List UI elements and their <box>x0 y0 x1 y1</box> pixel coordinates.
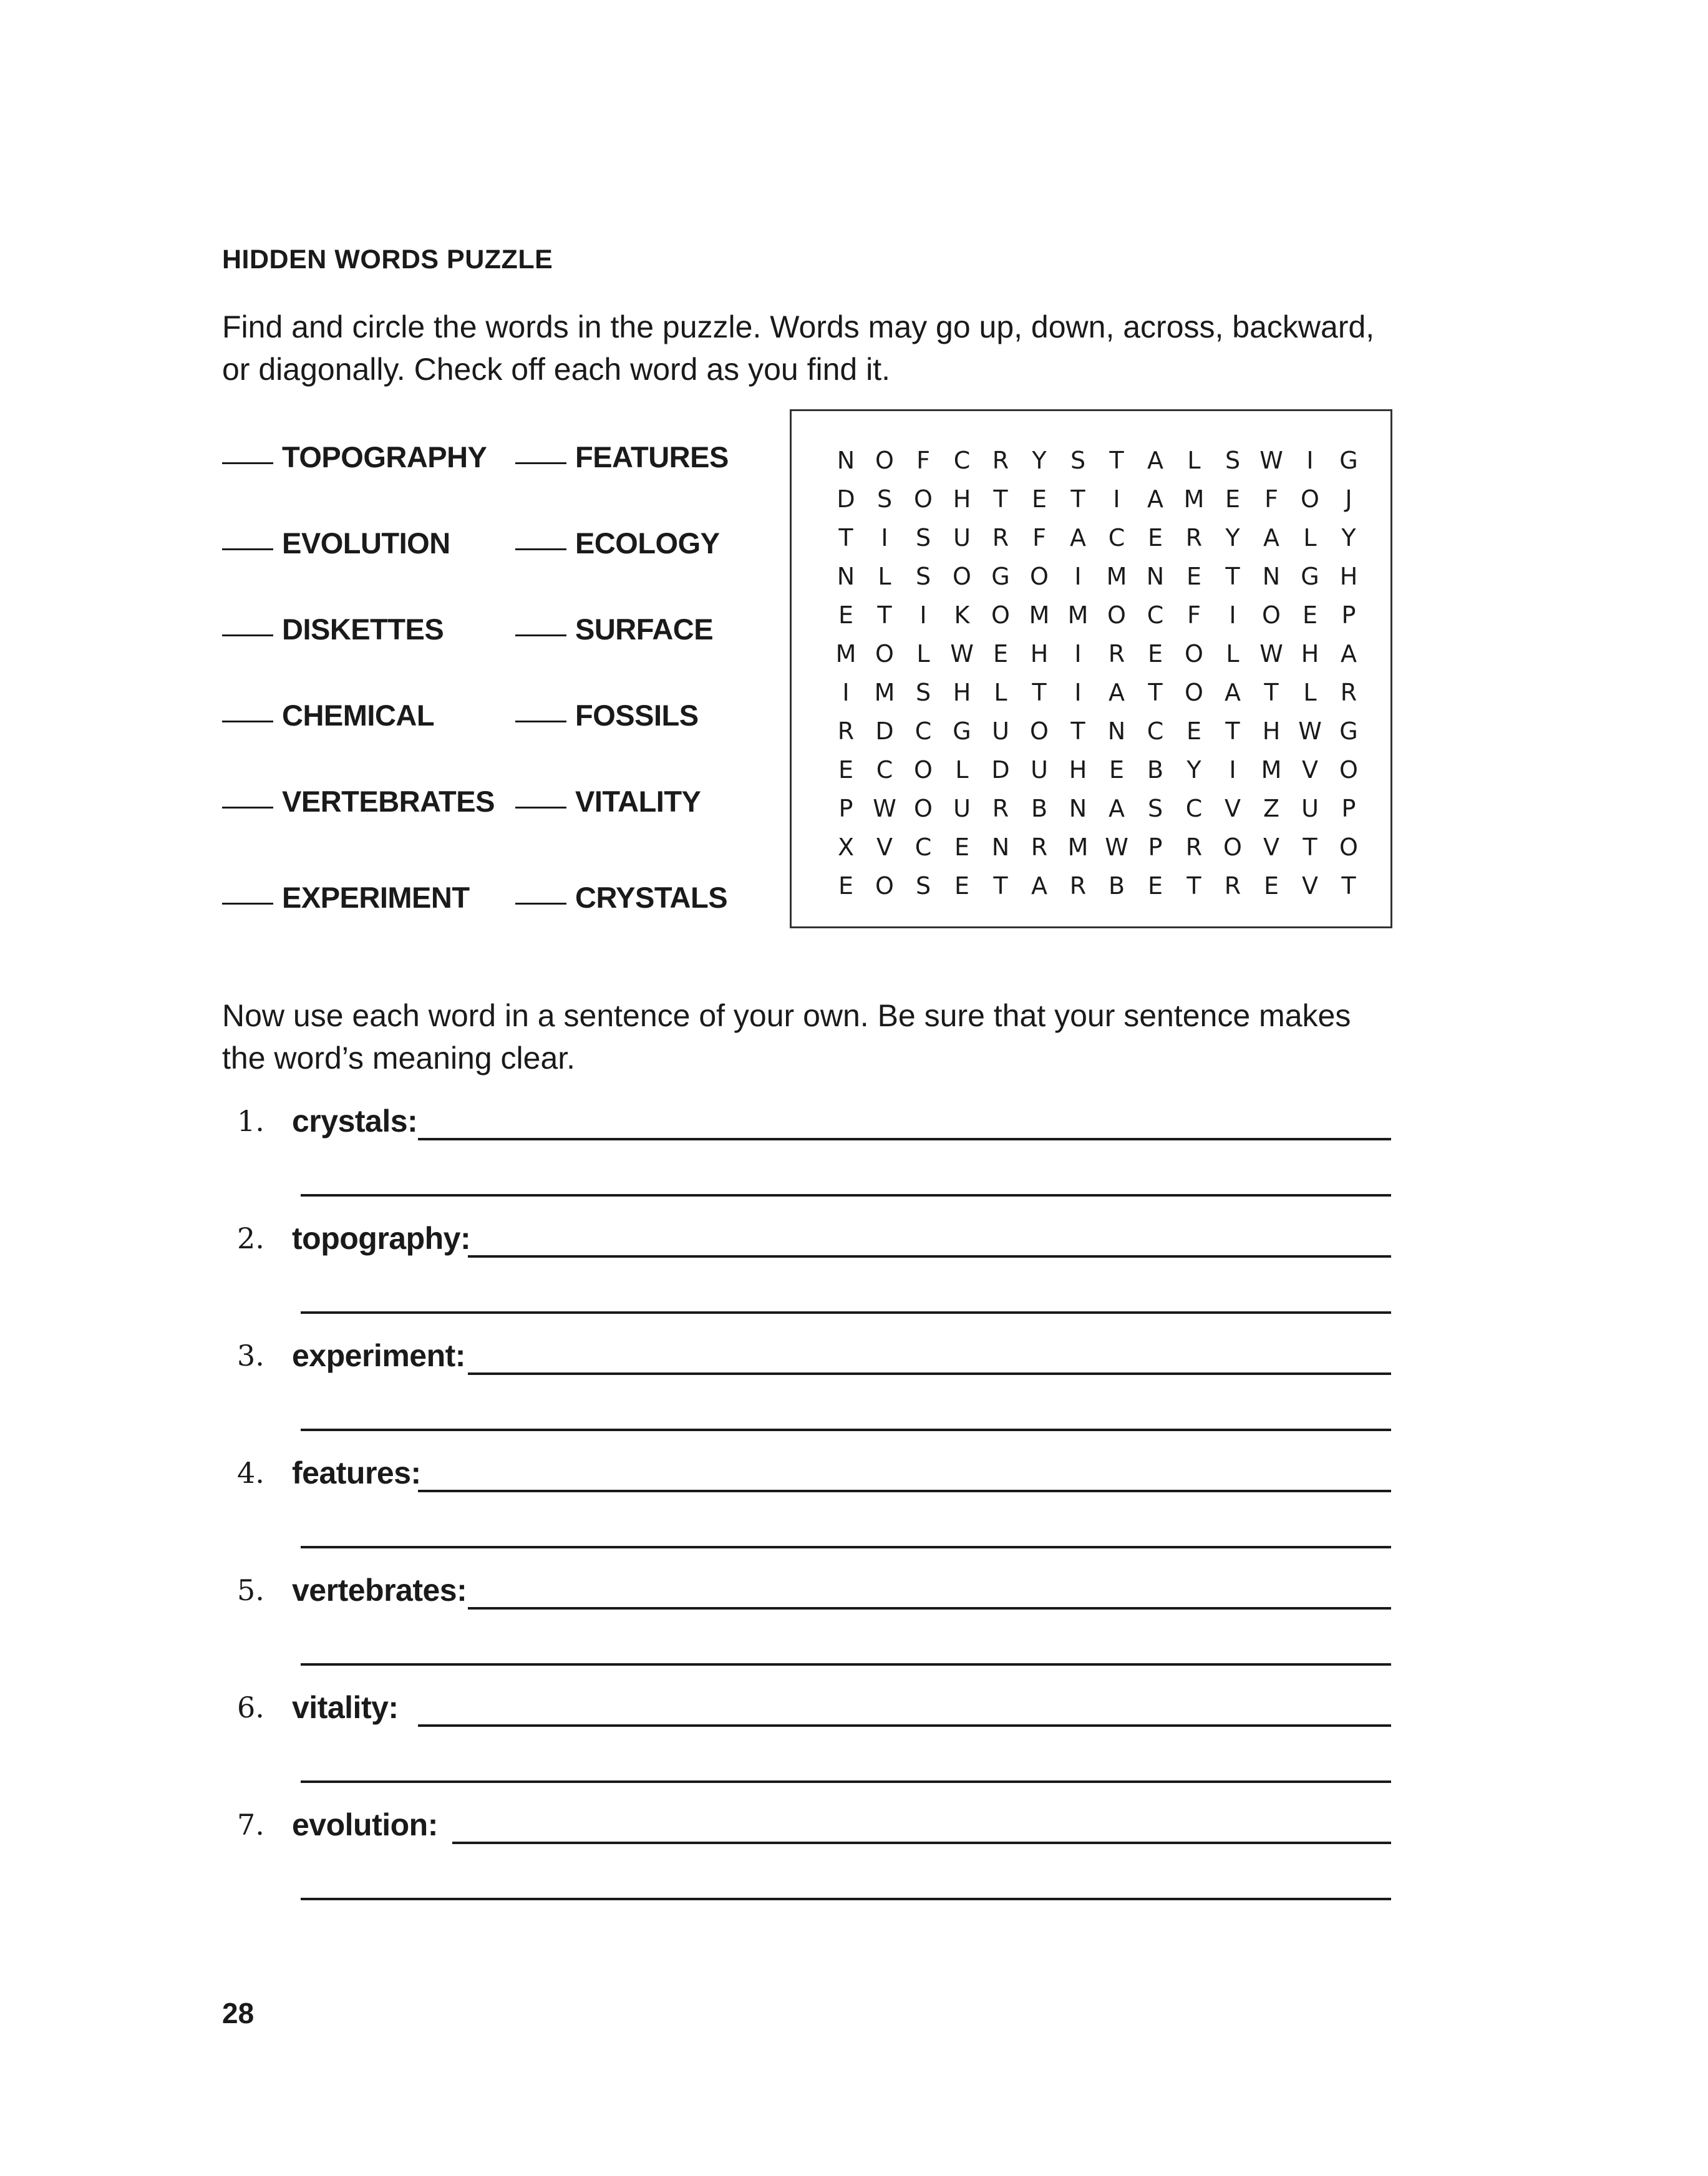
letter-grid <box>827 441 1368 905</box>
puzzle-letter[interactable]: S <box>915 679 931 706</box>
puzzle-letter[interactable]: B <box>1108 872 1125 900</box>
puzzle-letter[interactable]: F <box>1032 524 1046 551</box>
puzzle-letter[interactable]: V <box>1263 833 1279 861</box>
puzzle-letter[interactable]: L <box>1187 447 1201 474</box>
item-word: topography: <box>292 1221 471 1256</box>
checkoff-blank[interactable] <box>222 721 273 722</box>
puzzle-letter[interactable]: N <box>1262 563 1281 590</box>
puzzle-letter[interactable]: U <box>992 717 1009 745</box>
word-label: EVOLUTION <box>282 527 450 560</box>
item-number: 6. <box>237 1691 264 1724</box>
sentence-item <box>237 1104 1391 1223</box>
page-number: 28 <box>222 1997 255 2029</box>
puzzle-letter[interactable]: M <box>1029 601 1050 629</box>
puzzle-letter[interactable]: O <box>1301 485 1319 513</box>
puzzle-letter[interactable]: C <box>1108 524 1125 551</box>
puzzle-letter[interactable]: D <box>875 717 894 745</box>
checkoff-blank[interactable] <box>515 548 566 550</box>
puzzle-letter[interactable]: I <box>881 524 888 551</box>
sentence-instructions: Now use each word in a sentence of your own. Be sure that your sentence makes the word’s meaning clear. <box>222 998 1351 1076</box>
answer-line[interactable] <box>301 1663 1391 1666</box>
puzzle-letter[interactable]: N <box>1107 717 1126 745</box>
puzzle-letter[interactable]: W <box>1105 833 1128 861</box>
puzzle-letter[interactable]: R <box>1185 833 1203 861</box>
puzzle-letter[interactable]: U <box>953 795 971 822</box>
puzzle-letter[interactable]: G <box>991 563 1010 590</box>
puzzle-letter[interactable]: L <box>994 679 1007 706</box>
puzzle-letter[interactable]: O <box>875 640 894 668</box>
puzzle-letter[interactable]: Y <box>1032 447 1047 474</box>
word-label: VITALITY <box>575 785 701 818</box>
puzzle-letter[interactable]: E <box>838 601 853 629</box>
puzzle-letter[interactable]: G <box>1339 717 1358 745</box>
puzzle-letter[interactable]: T <box>1070 485 1085 513</box>
puzzle-letter[interactable]: T <box>993 485 1008 513</box>
answer-line[interactable] <box>418 1138 1391 1140</box>
puzzle-letter[interactable]: U <box>953 524 971 551</box>
puzzle-letter[interactable]: T <box>1148 679 1163 706</box>
puzzle-letter[interactable]: T <box>877 601 892 629</box>
puzzle-letter[interactable]: B <box>1147 756 1164 784</box>
puzzle-letter[interactable]: G <box>953 717 971 745</box>
puzzle-letter[interactable]: A <box>1031 872 1047 900</box>
answer-line[interactable] <box>468 1372 1391 1375</box>
puzzle-letter[interactable]: H <box>1262 717 1281 745</box>
puzzle-letter[interactable]: D <box>837 485 855 513</box>
puzzle-letter[interactable]: O <box>914 756 933 784</box>
word-label: DISKETTES <box>282 613 444 646</box>
item-word: crystals: <box>292 1104 418 1139</box>
answer-line[interactable] <box>468 1255 1391 1258</box>
puzzle-letter[interactable]: A <box>1109 679 1125 706</box>
puzzle-letter[interactable]: V <box>1225 795 1241 822</box>
puzzle-letter[interactable]: E <box>1186 563 1201 590</box>
word-item[interactable] <box>515 603 713 646</box>
checkoff-blank[interactable] <box>515 634 566 636</box>
word-label: FOSSILS <box>575 699 699 732</box>
puzzle-letter[interactable]: T <box>838 524 853 551</box>
puzzle-letter[interactable]: S <box>915 563 931 590</box>
puzzle-letter[interactable]: E <box>992 640 1008 668</box>
puzzle-letter[interactable]: E <box>838 756 853 784</box>
puzzle-letter[interactable]: K <box>954 601 970 629</box>
item-number: 7. <box>237 1808 264 1842</box>
puzzle-letter[interactable]: D <box>991 756 1010 784</box>
puzzle-letter[interactable]: S <box>1147 795 1163 822</box>
puzzle-letter[interactable]: X <box>837 833 855 861</box>
puzzle-letter[interactable]: T <box>1341 872 1356 900</box>
checkoff-blank[interactable] <box>222 903 273 905</box>
puzzle-letter[interactable]: G <box>1339 447 1358 474</box>
checkoff-blank[interactable] <box>515 807 566 809</box>
word-item[interactable] <box>515 689 699 732</box>
puzzle-letter[interactable]: R <box>1069 872 1087 900</box>
puzzle-letter[interactable]: M <box>1106 563 1127 590</box>
puzzle-letter[interactable]: F <box>916 447 930 474</box>
checkoff-blank[interactable] <box>222 548 273 550</box>
puzzle-letter[interactable]: E <box>954 833 969 861</box>
puzzle-letter[interactable]: S <box>1070 447 1086 474</box>
puzzle-letter[interactable]: I <box>1074 563 1082 590</box>
puzzle-letter[interactable]: P <box>1148 833 1163 861</box>
puzzle-letter[interactable]: A <box>1070 524 1086 551</box>
checkoff-blank[interactable] <box>222 807 273 809</box>
puzzle-letter[interactable]: O <box>1107 601 1126 629</box>
puzzle-letter[interactable]: O <box>914 485 933 513</box>
puzzle-letter[interactable]: B <box>1031 795 1048 822</box>
puzzle-letter[interactable]: S <box>915 872 931 900</box>
word-item[interactable] <box>515 430 729 474</box>
puzzle-letter[interactable]: C <box>915 833 932 861</box>
puzzle-letter[interactable]: L <box>955 756 969 784</box>
puzzle-letter[interactable]: I <box>920 601 927 629</box>
puzzle-letter[interactable]: N <box>837 447 855 474</box>
puzzle-letter[interactable]: W <box>1259 640 1283 668</box>
puzzle-letter[interactable]: S <box>1225 447 1241 474</box>
puzzle-letter[interactable]: C <box>953 447 971 474</box>
puzzle-letter[interactable]: C <box>876 756 893 784</box>
puzzle-instructions: Find and circle the words in the puzzle. Words may go up, down, across, backward, or diagonally. Check off each word as you find it. <box>222 309 1375 387</box>
puzzle-letter[interactable]: Y <box>1341 524 1356 551</box>
puzzle-letter[interactable]: O <box>1185 679 1203 706</box>
puzzle-letter[interactable]: U <box>1301 795 1319 822</box>
puzzle-letter[interactable]: E <box>1147 872 1163 900</box>
word-item[interactable] <box>515 517 720 560</box>
puzzle-letter[interactable]: L <box>1226 640 1240 668</box>
checkoff-blank[interactable] <box>515 903 566 905</box>
word-label: FEATURES <box>575 440 729 474</box>
puzzle-letter[interactable]: H <box>1339 563 1358 590</box>
puzzle-letter[interactable]: H <box>1069 756 1087 784</box>
sentence-item <box>237 1808 1391 1926</box>
puzzle-letter[interactable]: E <box>1147 640 1163 668</box>
puzzle-letter[interactable]: V <box>876 833 893 861</box>
puzzle-letter[interactable]: E <box>1147 524 1163 551</box>
puzzle-letter[interactable]: O <box>875 872 894 900</box>
answer-line[interactable] <box>301 1429 1391 1431</box>
word-item[interactable] <box>222 775 495 818</box>
puzzle-letter[interactable]: T <box>1264 679 1279 706</box>
puzzle-letter[interactable]: F <box>1264 485 1278 513</box>
checkoff-blank[interactable] <box>515 462 566 464</box>
puzzle-letter[interactable]: M <box>1183 485 1205 513</box>
puzzle-letter[interactable]: T <box>993 872 1008 900</box>
puzzle-letter[interactable]: O <box>953 563 971 590</box>
puzzle-letter[interactable]: H <box>953 485 971 513</box>
puzzle-letter[interactable]: N <box>1146 563 1165 590</box>
item-number: 4. <box>237 1456 264 1490</box>
puzzle-letter[interactable]: C <box>915 717 932 745</box>
puzzle-letter[interactable]: E <box>954 872 969 900</box>
puzzle-letter[interactable]: H <box>1030 640 1049 668</box>
word-label: CHEMICAL <box>282 699 435 732</box>
puzzle-letter[interactable]: I <box>1113 485 1120 513</box>
answer-line[interactable] <box>301 1780 1391 1783</box>
puzzle-letter[interactable]: O <box>1030 563 1049 590</box>
word-item[interactable] <box>515 775 701 818</box>
puzzle-letter[interactable]: E <box>1109 756 1124 784</box>
puzzle-letter[interactable]: O <box>1223 833 1242 861</box>
puzzle-letter[interactable]: W <box>1259 447 1283 474</box>
puzzle-letter[interactable]: I <box>842 679 850 706</box>
puzzle-letter[interactable]: O <box>875 447 894 474</box>
checkoff-blank[interactable] <box>222 462 273 464</box>
puzzle-letter[interactable]: W <box>873 795 896 822</box>
word-label: ECOLOGY <box>575 527 720 560</box>
puzzle-letter[interactable]: O <box>1030 717 1049 745</box>
item-number: 1. <box>237 1104 264 1138</box>
puzzle-letter[interactable]: R <box>992 524 1009 551</box>
answer-line[interactable] <box>452 1842 1391 1844</box>
puzzle-letter[interactable]: A <box>1341 640 1357 668</box>
puzzle-letter[interactable]: S <box>876 485 893 513</box>
puzzle-letter[interactable]: R <box>992 447 1009 474</box>
puzzle-letter[interactable]: V <box>1302 756 1318 784</box>
answer-line[interactable] <box>468 1607 1391 1610</box>
word-item[interactable] <box>222 871 470 915</box>
sentence-item <box>237 1573 1391 1692</box>
page-title: HIDDEN WORDS PUZZLE <box>222 245 553 274</box>
puzzle-letter[interactable]: R <box>1031 833 1048 861</box>
puzzle-letter[interactable]: L <box>916 640 930 668</box>
puzzle-letter[interactable]: R <box>837 717 855 745</box>
puzzle-letter[interactable]: E <box>1031 485 1047 513</box>
puzzle-letter[interactable]: I <box>1306 447 1314 474</box>
puzzle-letter[interactable]: E <box>1225 485 1240 513</box>
word-label: CRYSTALS <box>575 881 728 914</box>
answer-line[interactable] <box>301 1898 1391 1900</box>
puzzle-letter[interactable]: E <box>1186 717 1201 745</box>
puzzle-letter[interactable]: M <box>874 679 895 706</box>
puzzle-letter[interactable]: O <box>914 795 933 822</box>
puzzle-letter[interactable]: A <box>1147 485 1163 513</box>
puzzle-letter[interactable]: R <box>1108 640 1125 668</box>
puzzle-letter[interactable]: R <box>1224 872 1241 900</box>
word-label: VERTEBRATES <box>282 785 495 818</box>
word-label: TOPOGRAPHY <box>282 440 487 474</box>
puzzle-letter[interactable]: W <box>950 640 974 668</box>
checkoff-blank[interactable] <box>222 634 273 636</box>
puzzle-letter[interactable]: M <box>1261 756 1282 784</box>
puzzle-letter[interactable]: T <box>1070 717 1085 745</box>
item-number: 2. <box>237 1222 264 1255</box>
puzzle-letter[interactable]: R <box>1340 679 1357 706</box>
puzzle-letter[interactable]: O <box>1185 640 1203 668</box>
puzzle-letter[interactable]: R <box>1185 524 1203 551</box>
puzzle-letter[interactable]: P <box>838 795 853 822</box>
puzzle-letter[interactable]: A <box>1147 447 1163 474</box>
word-item[interactable] <box>222 517 450 560</box>
puzzle-letter[interactable]: A <box>1263 524 1279 551</box>
puzzle-letter[interactable]: T <box>1186 872 1201 900</box>
puzzle-letter[interactable]: N <box>1069 795 1087 822</box>
puzzle-letter[interactable]: W <box>1298 717 1322 745</box>
puzzle-letter[interactable]: N <box>837 563 855 590</box>
puzzle-letter[interactable]: Y <box>1186 756 1201 784</box>
puzzle-letter[interactable]: T <box>1225 563 1240 590</box>
puzzle-letter[interactable]: H <box>953 679 971 706</box>
puzzle-letter[interactable]: C <box>1147 717 1164 745</box>
puzzle-letter[interactable]: T <box>1032 679 1047 706</box>
puzzle-letter[interactable]: Z <box>1263 795 1280 822</box>
sentence-item <box>237 1456 1391 1575</box>
puzzle-letter[interactable]: P <box>1341 601 1356 629</box>
word-item[interactable] <box>515 871 727 915</box>
puzzle-letter[interactable]: N <box>991 833 1010 861</box>
item-number: 5. <box>237 1573 264 1607</box>
puzzle-letter[interactable]: L <box>878 563 891 590</box>
puzzle-letter[interactable]: E <box>1263 872 1279 900</box>
puzzle-letter[interactable]: O <box>1339 756 1358 784</box>
puzzle-letter[interactable]: I <box>1074 640 1082 668</box>
answer-line[interactable] <box>418 1490 1391 1492</box>
word-item[interactable] <box>222 430 487 474</box>
puzzle-letter[interactable]: M <box>1067 833 1089 861</box>
answer-line[interactable] <box>301 1194 1391 1197</box>
word-item[interactable] <box>222 603 444 646</box>
puzzle-letter[interactable]: Y <box>1225 524 1240 551</box>
sentence-item <box>237 1691 1391 1809</box>
puzzle-letter[interactable]: L <box>1303 524 1317 551</box>
answer-line[interactable] <box>418 1724 1391 1727</box>
puzzle-letter[interactable]: H <box>1301 640 1319 668</box>
puzzle-letter[interactable]: A <box>1109 795 1125 822</box>
puzzle-letter[interactable]: I <box>1229 756 1236 784</box>
item-number: 3. <box>237 1339 264 1372</box>
puzzle-letter[interactable]: S <box>915 524 931 551</box>
answer-line[interactable] <box>301 1311 1391 1314</box>
puzzle-letter[interactable]: R <box>992 795 1009 822</box>
puzzle-letter[interactable]: G <box>1301 563 1319 590</box>
puzzle-letter[interactable]: A <box>1225 679 1241 706</box>
word-list <box>222 430 752 930</box>
word-label: SURFACE <box>575 613 714 646</box>
puzzle-letter[interactable]: I <box>1229 601 1236 629</box>
puzzle-letter[interactable]: C <box>1185 795 1203 822</box>
puzzle-letter[interactable]: I <box>1074 679 1082 706</box>
puzzle-letter[interactable]: J <box>1345 485 1352 513</box>
sentence-item <box>237 1222 1391 1340</box>
puzzle-letter[interactable]: V <box>1302 872 1318 900</box>
item-word: experiment: <box>292 1338 465 1373</box>
puzzle-letter[interactable]: F <box>1187 601 1201 629</box>
puzzle-letter[interactable]: T <box>1225 717 1240 745</box>
item-word: features: <box>292 1455 421 1490</box>
puzzle-letter[interactable]: O <box>1339 833 1358 861</box>
puzzle-letter[interactable]: T <box>1109 447 1124 474</box>
puzzle-letter[interactable]: L <box>1303 679 1317 706</box>
word-label: EXPERIMENT <box>282 881 470 914</box>
item-word: vertebrates: <box>292 1573 467 1608</box>
item-word: vitality: <box>292 1690 399 1725</box>
sentence-item <box>237 1339 1391 1457</box>
puzzle-letter[interactable]: U <box>1031 756 1048 784</box>
puzzle-letter[interactable]: E <box>1302 601 1317 629</box>
puzzle-letter[interactable]: O <box>1262 601 1281 629</box>
puzzle-letter[interactable]: O <box>991 601 1010 629</box>
puzzle-letter[interactable]: M <box>835 640 856 668</box>
puzzle-letter[interactable]: E <box>838 872 853 900</box>
word-item[interactable] <box>222 689 434 732</box>
puzzle-letter[interactable]: M <box>1067 601 1089 629</box>
puzzle-letter[interactable]: P <box>1341 795 1356 822</box>
puzzle-letter[interactable]: C <box>1147 601 1164 629</box>
answer-line[interactable] <box>301 1546 1391 1548</box>
puzzle-letter[interactable]: T <box>1303 833 1317 861</box>
word-search-puzzle <box>790 409 1392 928</box>
checkoff-blank[interactable] <box>515 721 566 722</box>
item-word: evolution: <box>292 1807 438 1842</box>
